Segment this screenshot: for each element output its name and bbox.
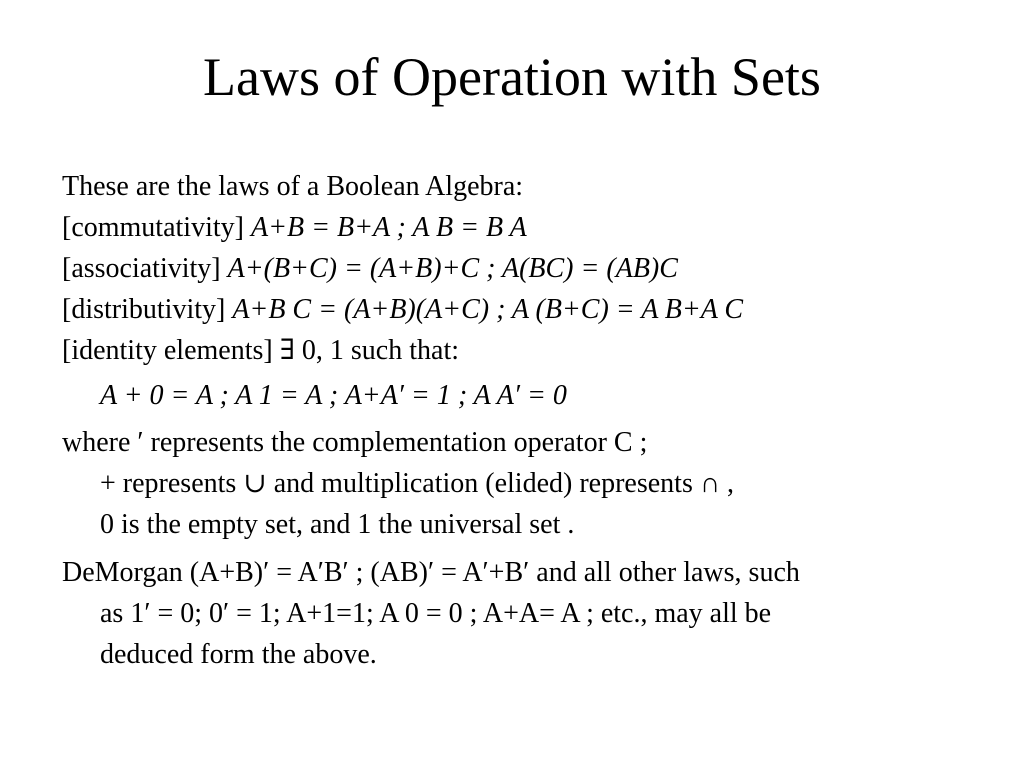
demorgan-line-1: DeMorgan (A+B)′ = A′B′ ; (AB)′ = A′+B′ and all other laws, such [62, 557, 800, 588]
demorgan-block [62, 556, 982, 671]
associativity-formula: A+(B+C) = (A+B)+C ; A(BC) = (AB)C [227, 253, 678, 284]
demorgan-line-2: as 1′ = 0; 0′ = 1; A+1=1; A 0 = 0 ; A+A= A ; etc., may all be [100, 598, 772, 629]
associativity-label: [associativity] [62, 253, 221, 284]
distributivity-label: [distributivity] [62, 294, 226, 325]
identity-law [62, 334, 982, 412]
identity-formulas: A + 0 = A ; A 1 = A ; A+A′ = 1 ; A A′ = 0 [100, 380, 567, 411]
distributivity-formula: A+B C = (A+B)(A+C) ; A (B+C) = A B+A C [232, 294, 744, 325]
associativity-law [62, 252, 982, 285]
identity-label: [identity elements] [62, 335, 273, 366]
where-block [62, 426, 982, 541]
commutativity-law [62, 211, 982, 244]
intro-text: These are the laws of a Boolean Algebra: [62, 171, 524, 202]
distributivity-law [62, 293, 982, 326]
slide-body [62, 170, 982, 671]
demorgan-line-3: deduced form the above. [100, 639, 377, 670]
identity-text: ∃ 0, 1 such that: [279, 335, 459, 366]
identity-heading [62, 334, 982, 367]
commutativity-label: [commutativity] [62, 212, 244, 243]
commutativity-formula: A+B = B+A ; A B = B A [250, 212, 527, 243]
where-line-2: + represents ∪ and multiplication (elided) represents ∩ , [100, 468, 735, 499]
slide-title: Laws of Operation with Sets [203, 47, 821, 107]
where-line-3: 0 is the empty set, and 1 the universal set . [100, 509, 575, 540]
where-line-1: where ′ represents the complementation operator C ; [62, 427, 648, 458]
